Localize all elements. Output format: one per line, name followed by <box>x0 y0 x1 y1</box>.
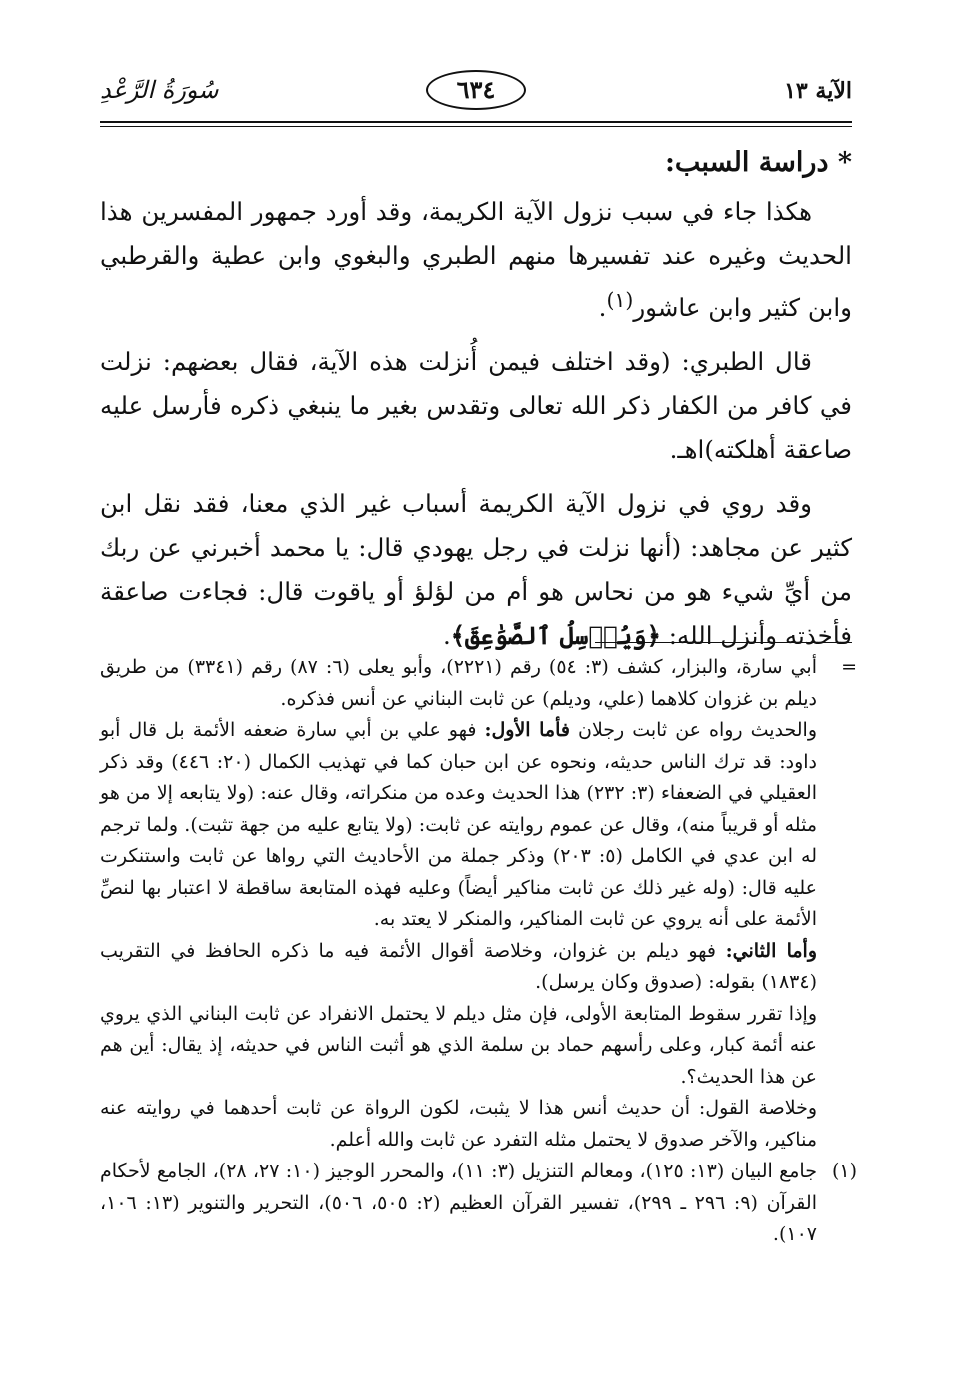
footnote-text: فهو ديلم بن غزوان، وخلاصة أقوال الأئمة فيه ما ذكره الحافظ في التقريب (١٨٣٤) بقوله: (صدوق وكان يرسل). <box>100 939 817 993</box>
paragraph-text: وقد روي في نزول الآية الكريمة أسباب غير الذي معنا، فقد نقل ابن كثير عن مجاهد: (أنها نزلت في رجل يهودي قال: يا محمد أخبرني عن ربك من أيِّ شيء هو من نحاس هو أم من لؤلؤ أو ياقوت قال: فجاءت صاعقة فأخذته وأنزل الله: <box>100 489 852 651</box>
footnote-paragraph: أبي سارة، والبزار، كشف (٣: ٥٤) رقم (٢٢٢١)، وأبو يعلى (٦: ٨٧) رقم (٣٣٤١) من طريق ديلم بن غزوان كلاهما (علي، وديلم) عن ثابت البناني عن أنس فذكره. <box>100 656 817 710</box>
surah-name: سُورَةُ الرَّعْدِ <box>100 76 219 104</box>
footnote-paragraph: وإذا تقرر سقوط المتابعة الأولى، فإن مثل ديلم لا يحتمل الانفراد عن ثابت البناني الذي يروي عنه أئمة كبار، وعلى رأسهم حماد بن سلمة الذي هو أثبت الناس في حديثه، إذ يقال: أين هم عن هذا الحديث؟. <box>100 1002 817 1088</box>
page-number: ٦٣٤ <box>426 70 526 110</box>
header-rule <box>100 121 852 123</box>
paragraph-text: هكذا جاء في سبب نزول الآية الكريمة، وقد أورد جمهور المفسرين هذا الحديث وغيره عند تفسيرها منهم الطبري والبغوي وابن عطية والقرطبي وابن كثير وابن عاشور <box>100 197 852 323</box>
footnote-paragraph <box>100 936 817 999</box>
footnote-ref: (١) <box>606 288 634 312</box>
page-header <box>100 70 852 120</box>
paragraph-end: . <box>598 293 607 323</box>
paragraph-end: . <box>442 621 451 651</box>
footnote-1 <box>100 1156 857 1251</box>
paragraph <box>100 340 852 472</box>
quran-quote: ﴿وَيُرۡسِلُ ٱلصَّوَٰعِقَ﴾ <box>450 621 661 651</box>
main-text <box>100 140 852 668</box>
header-rule-thin <box>100 126 852 127</box>
paragraph <box>100 190 852 330</box>
footnote-continuation <box>100 652 857 1156</box>
section-title: * دراسة السبب: <box>664 147 852 178</box>
footnote-bold-label: فأما الأول: <box>484 719 570 741</box>
footnote-separator <box>595 642 852 643</box>
footnote-paragraph <box>100 715 817 936</box>
paragraph-text: قال الطبري: (وقد اختلف فيمن أُنزلت هذه الآية، فقال بعضهم: نزلت في كافر من الكفار ذكر الله تعالى وتقدس بغير ما ينبغي ذكره فأرسل عليه صاعقة أهلكته)اهـ. <box>100 347 852 465</box>
verse-label: الآية ١٣ <box>784 78 852 104</box>
paragraph <box>100 482 852 658</box>
continuation-marker: = <box>841 656 857 678</box>
footnote-text: والحديث رواه عن ثابت رجلان <box>577 719 817 741</box>
footnote-marker: (١) <box>831 1160 857 1182</box>
footnotes <box>100 652 857 1251</box>
footnote-bold-label: وأما الثاني: <box>725 939 817 962</box>
footnote-paragraph: وخلاصة القول: أن حديث أنس هذا لا يثبت، لكون الرواة عن ثابت أحدهما في روايته عنه مناكير، والآخر صدوق لا يحتمل مثله التفرد عن ثابت والله أعلم. <box>100 1097 817 1151</box>
footnote-text: فهو علي بن أبي سارة ضعفه الأئمة بل قال أبو داود: قد ترك الناس حديثه، ونحوه عن ابن حبان كما في تهذيب الكمال (٢٠: ٤٤٦) وقد ذكر العقيلي في الضعفاء (٣: ٢٣٢) هذا الحديث وعده من منكراته، وقال عنه: (ولا يتابعه إلا من هو مثله أو قريباً منه)، وقال عن عموم روايته عن ثابت: (ولا يتابع عليه من جهة تثبت). ولما ترجم له ابن عدي في الكامل (٥: ٢٠٣) وذكر جملة من الأحاديث التي رواها عن ثابت واستنكرت عليه قال: (وله غير ذلك عن ثابت مناكير أيضاً) وعليه فهذه المتابعة ساقطة لا اعتبار بها لنصِّ الأئمة على أنه يروي عن ثابت المناكير، والمنكر لا يعتد به. <box>100 719 817 930</box>
footnote-paragraph: جامع البيان (١٣: ١٢٥)، ومعالم التنزيل (٣: ١١)، والمحرر الوجيز (١٠: ٢٧، ٢٨)، الجامع لأحكام القرآن (٩: ٢٩٦ ـ ٢٩٩)، تفسير القرآن العظيم (٢: ٥٠٥، ٥٠٦)، التحرير والتنوير (١٣: ١٠٦، ١٠٧). <box>100 1160 817 1245</box>
